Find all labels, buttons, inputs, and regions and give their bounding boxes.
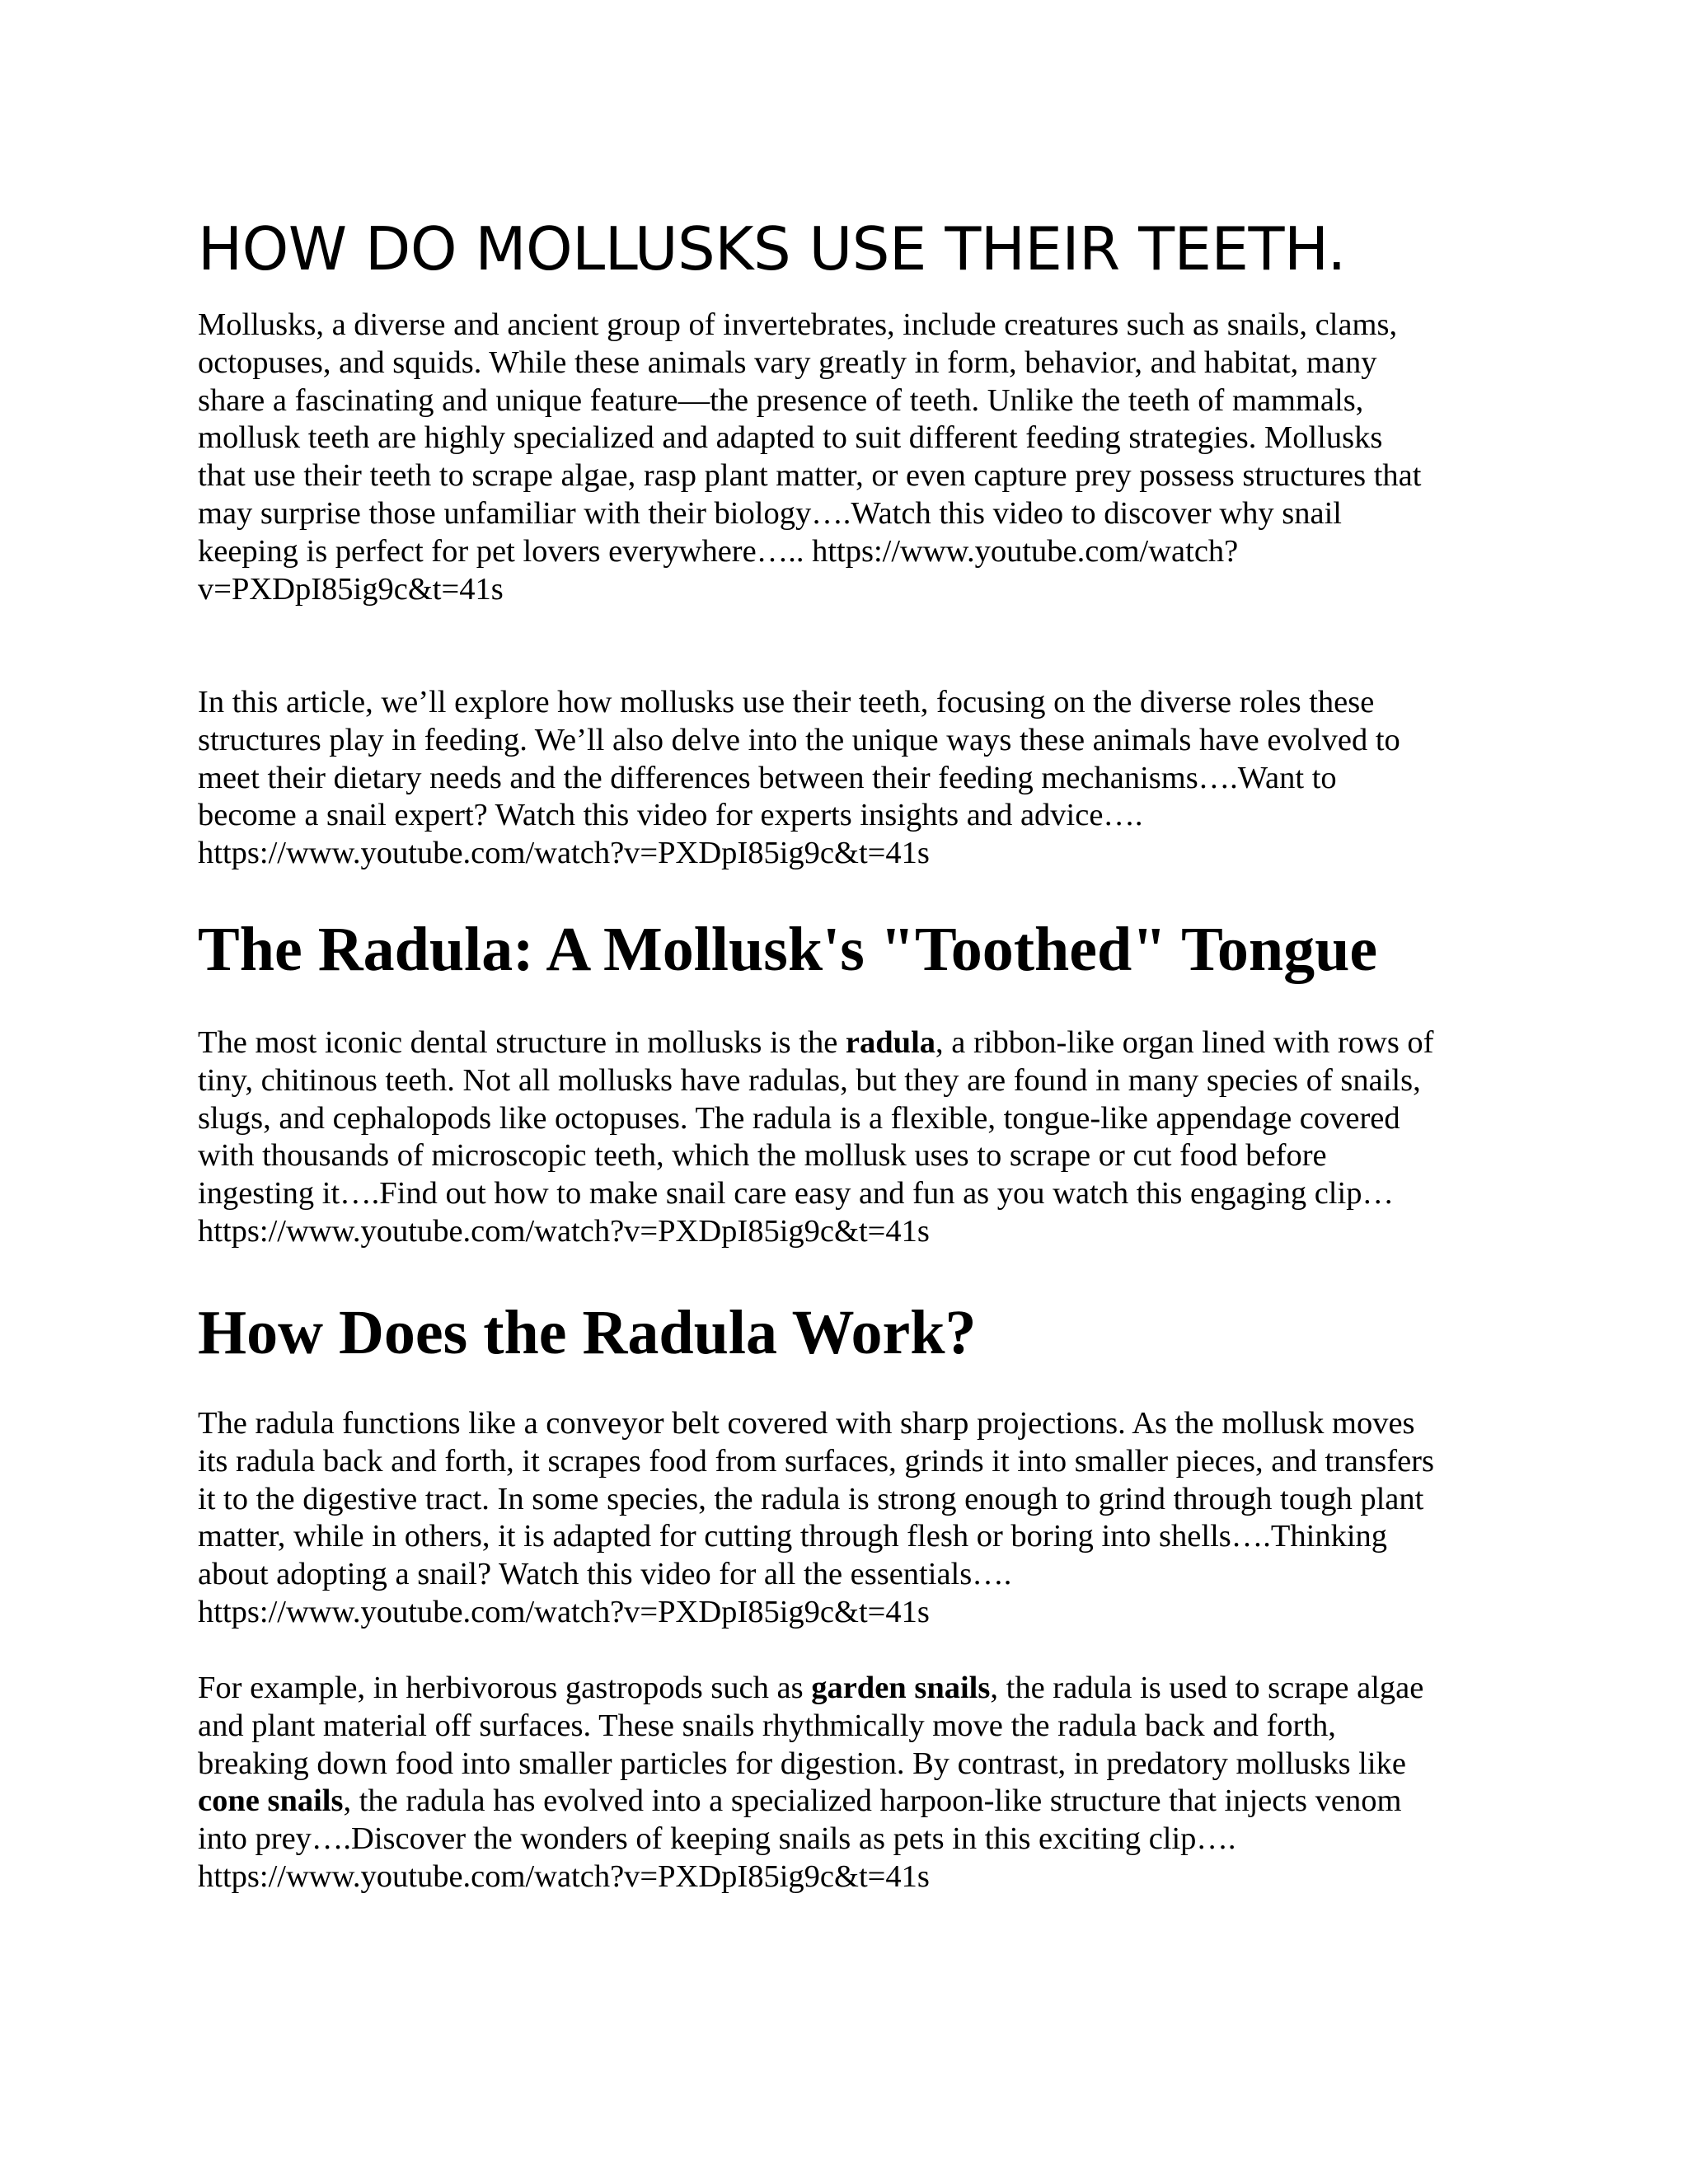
text-line: tiny, chitinous teeth. Not all mollusks have radulas, but they are found in many species of snails, [198, 1062, 1421, 1098]
text-segment: The most iconic dental structure in mollusks is the [198, 1025, 846, 1060]
text-line: v=PXDpI85ig9c&t=41s [198, 571, 504, 607]
text-line: octopuses, and squids. While these animals vary greatly in form, behavior, and habitat, many [198, 344, 1377, 380]
text-segment: , a ribbon-like organ lined with rows of [935, 1025, 1434, 1060]
bold-term-garden-snails: garden snails [811, 1671, 991, 1705]
section-heading-radula: The Radula: A Mollusk's "Toothed" Tongue [198, 915, 1378, 984]
text-segment: For example, in herbivorous gastropods such as [198, 1671, 812, 1705]
text-segment: , the radula has evolved into a specialized harpoon-like structure that injects venom [343, 1783, 1402, 1819]
text-line: it to the digestive tract. In some species, the radula is strong enough to grind through tough plant [198, 1481, 1424, 1516]
intro-paragraph-2 [198, 684, 1517, 873]
radula-work-paragraph-2 [198, 1670, 1517, 1896]
text-line: ingesting it….Find out how to make snail care easy and fun as you watch this engaging clip… [198, 1176, 1394, 1212]
text-line: meet their dietary needs and the differences between their feeding mechanisms….Want to [198, 760, 1337, 795]
text-line: may surprise those unfamiliar with their biology….Watch this video to discover why snail [198, 495, 1342, 531]
radula-paragraph [198, 1024, 1517, 1251]
text-line: share a fascinating and unique feature—the presence of teeth. Unlike the teeth of mammals, [198, 382, 1364, 418]
text-line: https://www.youtube.com/watch?v=PXDpI85ig9c&t=41s [198, 1594, 930, 1629]
intro-paragraph-1 [198, 307, 1517, 608]
bold-term-cone-snails: cone snails [198, 1783, 344, 1819]
text-line: breaking down food into smaller particles for digestion. By contrast, in predatory mollusks like [198, 1746, 1406, 1781]
radula-work-paragraph-1 [198, 1405, 1517, 1632]
text-line: into prey….Discover the wonders of keeping snails as pets in this exciting clip…. [198, 1821, 1236, 1857]
text-line: that use their teeth to scrape algae, rasp plant matter, or even capture prey possess structures that [198, 458, 1422, 494]
text-line: https://www.youtube.com/watch?v=PXDpI85ig9c&t=41s [198, 1858, 930, 1894]
text-line: keeping is perfect for pet lovers everywhere….. https://www.youtube.com/watch? [198, 533, 1239, 569]
text-line: structures play in feeding. We’ll also delve into the unique ways these animals have evolved to [198, 722, 1400, 757]
text-line: Mollusks, a diverse and ancient group of invertebrates, include creatures such as snails, clams, [198, 307, 1398, 342]
text-line: about adopting a snail? Watch this video for all the essentials…. [198, 1557, 1012, 1592]
bold-term-radula: radula [845, 1025, 936, 1060]
text-line: and plant material off surfaces. These snails rhythmically move the radula back and forth, [198, 1708, 1336, 1743]
text-line: https://www.youtube.com/watch?v=PXDpI85ig9c&t=41s [198, 836, 930, 871]
text-line: slugs, and cephalopods like octopuses. The radula is a flexible, tongue-like appendage covered [198, 1100, 1400, 1136]
text-segment: , the radula is used to scrape algae [990, 1671, 1424, 1705]
text-line: become a snail expert? Watch this video for experts insights and advice…. [198, 798, 1143, 833]
text-line: https://www.youtube.com/watch?v=PXDpI85ig9c&t=41s [198, 1213, 930, 1249]
text-line: its radula back and forth, it scrapes food from surfaces, grinds it into smaller pieces, and transfers [198, 1443, 1434, 1479]
section-heading-radula-work: How Does the Radula Work? [198, 1298, 977, 1367]
text-line: In this article, we’ll explore how mollusks use their teeth, focusing on the diverse roles these [198, 685, 1375, 719]
text-line: mollusk teeth are highly specialized and adapted to suit different feeding strategies. Mollusks [198, 420, 1383, 456]
text-line: with thousands of microscopic teeth, which the mollusk uses to scrape or cut food before [198, 1138, 1327, 1174]
text-line: matter, while in others, it is adapted for cutting through flesh or boring into shells….Thinking [198, 1519, 1388, 1554]
document-title: HOW DO MOLLUSKS USE THEIR TEETH. [198, 214, 1346, 284]
text-line: The radula functions like a conveyor belt covered with sharp projections. As the mollusk moves [198, 1406, 1415, 1441]
